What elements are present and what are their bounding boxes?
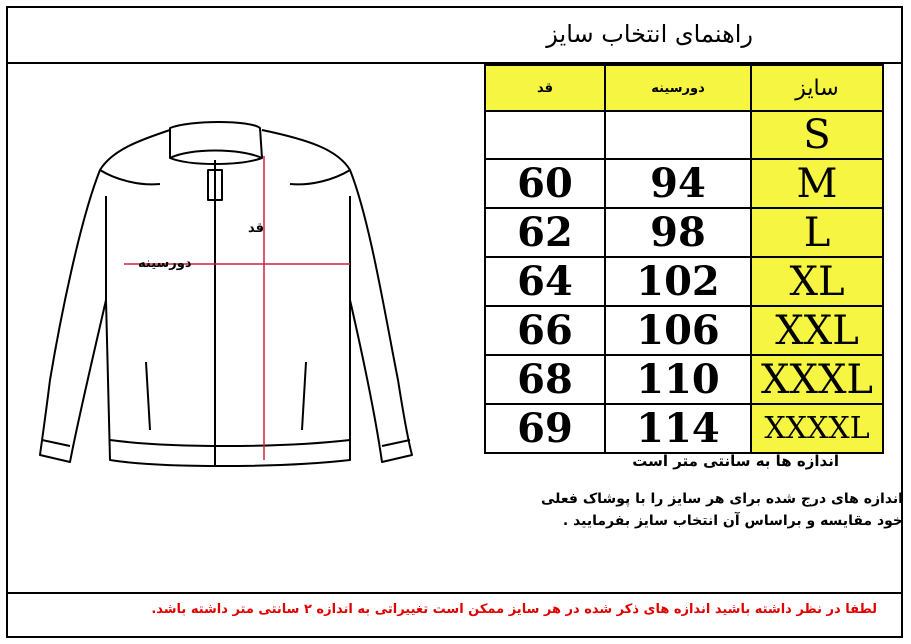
cell-chest: 98 — [605, 208, 751, 257]
page-title: راهنمای انتخاب سایز — [546, 20, 753, 48]
title-row — [6, 6, 903, 64]
unit-note: اندازه ها به سانتی متر است — [632, 452, 839, 470]
cell-height — [485, 111, 605, 159]
cell-size: S — [751, 111, 883, 159]
cell-chest: 114 — [605, 404, 751, 453]
jacket-chest-label: دورسینه — [138, 256, 192, 271]
cell-height: 64 — [485, 257, 605, 306]
cell-height: 68 — [485, 355, 605, 404]
cell-chest: 106 — [605, 306, 751, 355]
table-row — [485, 355, 883, 404]
cell-size: L — [751, 208, 883, 257]
warning-note: لطفا در نظر داشته باشید اندازه های ذکر شده در هر سایز ممکن است تغییراتی به اندازه ۲ سانتی متر داشته باشد. — [151, 602, 877, 617]
cell-size: M — [751, 159, 883, 208]
cell-height: 69 — [485, 404, 605, 453]
table-row — [485, 111, 883, 159]
table-row — [485, 306, 883, 355]
cell-height: 60 — [485, 159, 605, 208]
cell-height: 62 — [485, 208, 605, 257]
header-size: سایز — [751, 65, 883, 111]
cell-size: XXXL — [751, 355, 883, 404]
size-table-header — [485, 65, 883, 111]
cell-chest: 94 — [605, 159, 751, 208]
header-height: قد — [485, 65, 605, 111]
size-table — [484, 64, 884, 454]
jacket-height-label: قد — [248, 221, 265, 236]
table-row — [485, 404, 883, 453]
cell-size: XXXXL — [751, 404, 883, 453]
compare-note-line2: خود مقایسه و براساس آن انتخاب سایز بفرمایید . — [562, 513, 903, 529]
cell-height: 66 — [485, 306, 605, 355]
footer-divider — [6, 592, 903, 594]
table-row — [485, 257, 883, 306]
table-row — [485, 159, 883, 208]
table-row — [485, 208, 883, 257]
compare-note — [463, 488, 903, 532]
cell-size: XXL — [751, 306, 883, 355]
cell-chest: 110 — [605, 355, 751, 404]
cell-chest — [605, 111, 751, 159]
cell-chest: 102 — [605, 257, 751, 306]
compare-note-line1: اندازه های درج شده برای هر سایز را با پوشاک فعلی — [541, 491, 903, 507]
header-chest: دورسینه — [605, 65, 751, 111]
jacket-illustration — [20, 100, 440, 490]
cell-size: XL — [751, 257, 883, 306]
